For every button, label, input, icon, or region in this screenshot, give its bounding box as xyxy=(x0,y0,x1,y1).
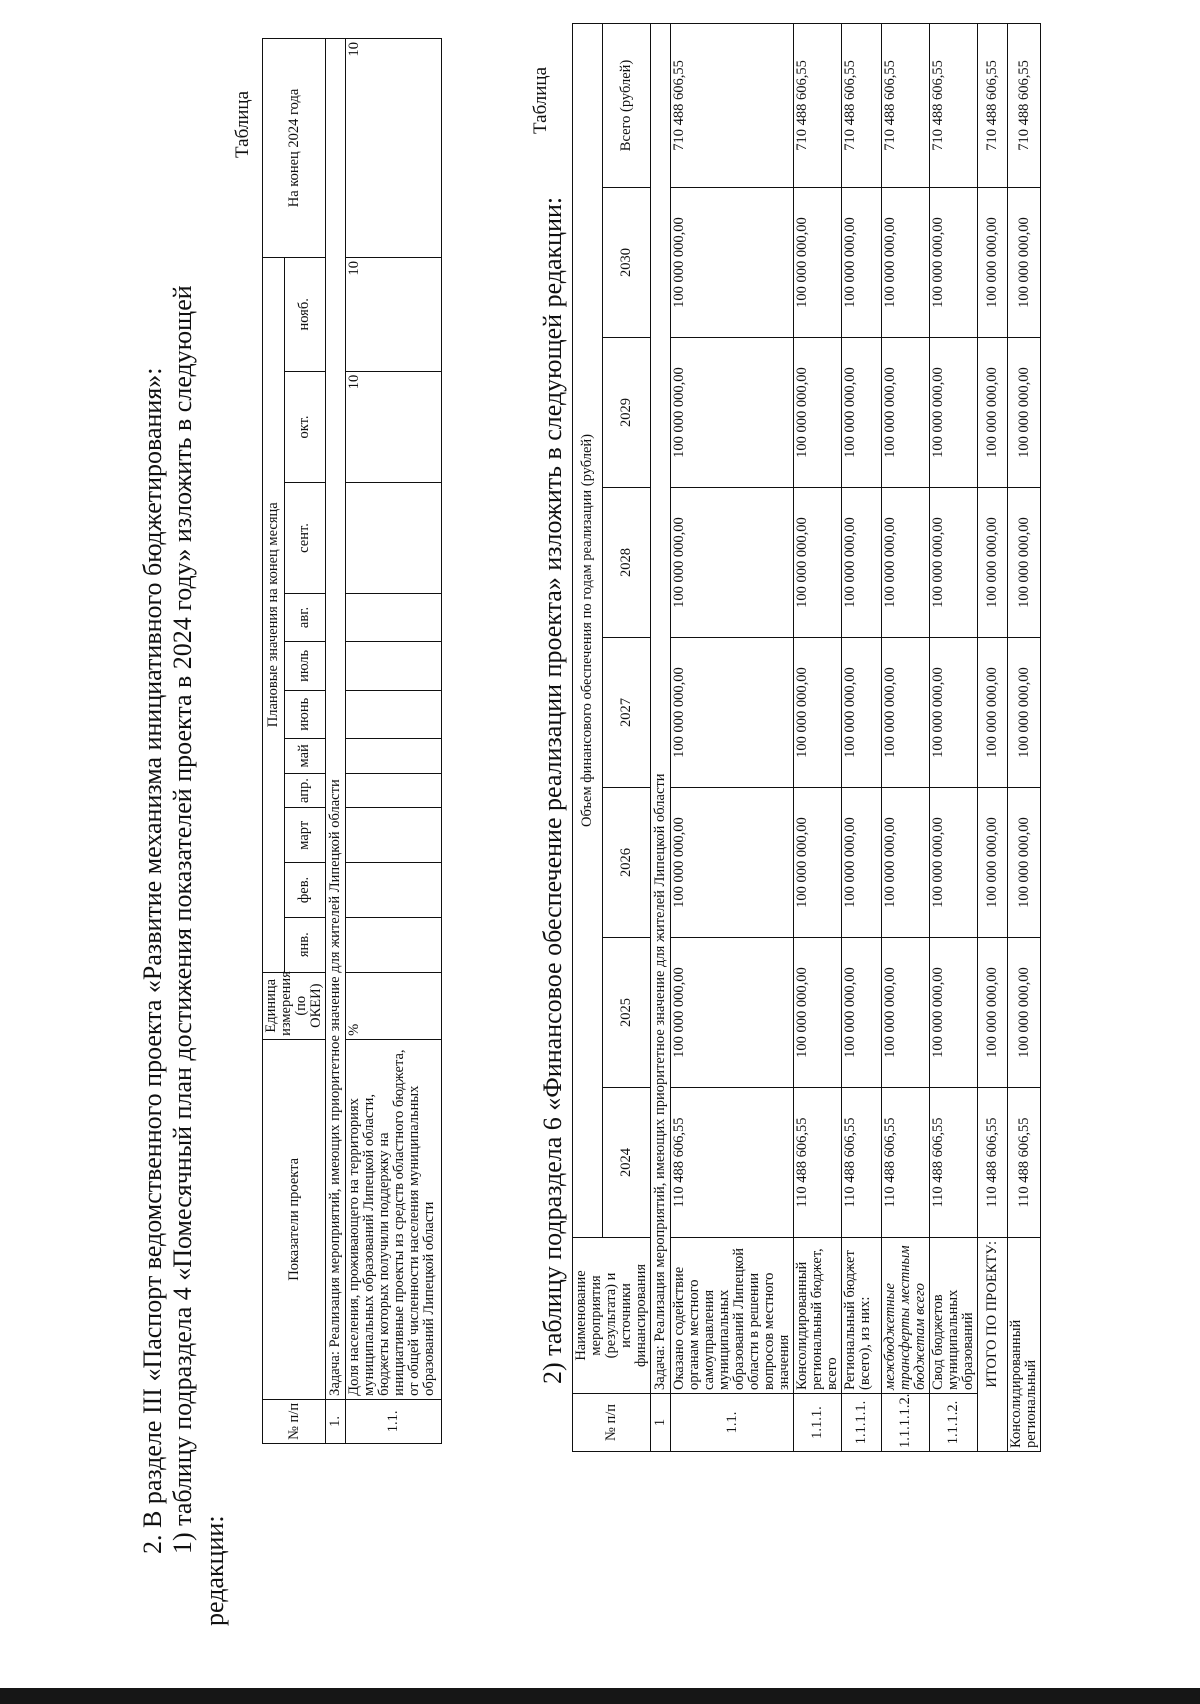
t2-row-num: 1.1. xyxy=(671,1394,794,1452)
t2-row-total: 710 488 606,55 xyxy=(882,23,930,187)
t2-total-label: ИТОГО ПО ПРОЕКТУ: xyxy=(978,1238,1008,1452)
t2-header-total: Всего (рублей) xyxy=(602,23,650,187)
t2-last-label: Консолидированный региональный xyxy=(1008,1238,1041,1452)
t1-cell-sep xyxy=(346,483,442,594)
t2-row-total: 710 488 606,55 xyxy=(671,23,794,187)
t1-month-jul: июль xyxy=(284,642,325,690)
t2-row-2027: 100 000 000,00 xyxy=(882,638,930,788)
t1-month-sep: сент. xyxy=(284,483,325,594)
t2-row-2026: 100 000 000,00 xyxy=(842,788,882,938)
t2-last-2029: 100 000 000,00 xyxy=(1008,338,1041,488)
t1-month-nov: нояб. xyxy=(284,257,325,371)
t1-cell-apr xyxy=(346,773,442,808)
t2-row-2029: 100 000 000,00 xyxy=(930,338,978,488)
t2-row-2024: 110 488 606,55 xyxy=(794,1088,842,1238)
t2-last-total: 710 488 606,55 xyxy=(1008,23,1041,187)
t1-cell-mar xyxy=(346,808,442,863)
t2-row-2026: 100 000 000,00 xyxy=(794,788,842,938)
t2-total-2026: 100 000 000,00 xyxy=(978,788,1008,938)
t2-row-name: Региональный бюджет (всего), из них: xyxy=(842,1238,882,1394)
t1-cell-jun xyxy=(346,690,442,738)
t2-row-2025: 100 000 000,00 xyxy=(842,938,882,1088)
t2-total-2029: 100 000 000,00 xyxy=(978,338,1008,488)
t2-total-all: 710 488 606,55 xyxy=(978,23,1008,187)
t2-year-2025: 2025 xyxy=(602,938,650,1088)
t2-task: Задача: Реализация мероприятий, имеющих приоритетное значение для жителей Липецкой области xyxy=(651,23,671,1393)
t1-cell-nov: 10 xyxy=(346,257,442,371)
redaction-word: редакции: xyxy=(200,1515,229,1626)
t1-cell-year-end: 10 xyxy=(346,39,442,258)
t2-row-2029: 100 000 000,00 xyxy=(882,338,930,488)
t2-row-2028: 100 000 000,00 xyxy=(842,488,882,638)
t2-row-num: 1.1.1.2. xyxy=(930,1394,978,1452)
subsection-heading-2: 2) таблицу подраздела 6 «Финансовое обеспечение реализации проекта» изложить в следующей редакции: xyxy=(538,196,567,1384)
t2-row-2030: 100 000 000,00 xyxy=(882,188,930,338)
t2-row-2030: 100 000 000,00 xyxy=(842,188,882,338)
t2-row-name: Оказано содействие органам местного самоуправления муниципальных образований Липецкой области в решении вопросов местного значения xyxy=(671,1238,794,1394)
t2-row-2027: 100 000 000,00 xyxy=(794,638,842,788)
t2-row-2030: 100 000 000,00 xyxy=(930,188,978,338)
t1-task-num: 1. xyxy=(326,1399,346,1443)
t1-month-feb: фев. xyxy=(284,863,325,918)
t2-row-2024: 110 488 606,55 xyxy=(930,1088,978,1238)
t2-row-name: Свод бюджетов муниципальных образований xyxy=(930,1238,978,1394)
t2-row-name: межбюджетные трансферты местным бюджетам всего xyxy=(882,1238,930,1394)
t2-row-2029: 100 000 000,00 xyxy=(671,338,794,488)
t1-header-indicator: Показатели проекта xyxy=(263,1039,326,1399)
t2-row-2024: 110 488 606,55 xyxy=(671,1088,794,1238)
t1-month-jun: июнь xyxy=(284,690,325,738)
t2-year-2029: 2029 xyxy=(602,338,650,488)
t1-row-unit: % xyxy=(346,972,442,1039)
t2-total-2024: 110 488 606,55 xyxy=(978,1088,1008,1238)
table1-caption: Таблица xyxy=(232,90,253,158)
t2-last-2024: 110 488 606,55 xyxy=(1008,1088,1041,1238)
t1-cell-jul xyxy=(346,642,442,690)
t1-header-num: № п/п xyxy=(263,1399,326,1443)
t2-row-2025: 100 000 000,00 xyxy=(930,938,978,1088)
t2-row-2028: 100 000 000,00 xyxy=(671,488,794,638)
t2-last-2028: 100 000 000,00 xyxy=(1008,488,1041,638)
monthly-plan-table xyxy=(262,38,442,1444)
t2-row-2024: 110 488 606,55 xyxy=(842,1088,882,1238)
t2-row-2028: 100 000 000,00 xyxy=(882,488,930,638)
t2-year-2027: 2027 xyxy=(602,638,650,788)
t2-row-2027: 100 000 000,00 xyxy=(671,638,794,788)
t2-header-num: № п/п xyxy=(573,1394,651,1452)
t2-year-2026: 2026 xyxy=(602,788,650,938)
t2-row-total: 710 488 606,55 xyxy=(930,23,978,187)
t2-row-2025: 100 000 000,00 xyxy=(671,938,794,1088)
subsection-heading-1: 1) таблицу подраздела 4 «Помесячный план достижения показателей проекта в 2024 году» изложить в следующей xyxy=(168,285,197,1554)
table2-caption: Таблица xyxy=(530,66,551,134)
t2-row-2026: 100 000 000,00 xyxy=(671,788,794,938)
t2-row-2029: 100 000 000,00 xyxy=(842,338,882,488)
t2-row-2027: 100 000 000,00 xyxy=(930,638,978,788)
t1-row-num: 1.1. xyxy=(346,1399,442,1443)
t2-row-name: Консолидированный региональный бюджет, всего xyxy=(794,1238,842,1394)
t1-month-jan: янв. xyxy=(284,917,325,972)
t1-cell-aug xyxy=(346,593,442,641)
t2-row-2024: 110 488 606,55 xyxy=(882,1088,930,1238)
t2-last-2030: 100 000 000,00 xyxy=(1008,188,1041,338)
t1-month-may: май xyxy=(284,738,325,773)
t1-task: Задача: Реализация мероприятий, имеющих приоритетное значение для жителей Липецкой области xyxy=(326,39,346,1400)
t1-row-indicator: Доля населения, проживающего на территориях муниципальных образований Липецкой области, бюджеты которых получили поддержку на инициативные проекты из средств областного бюджета, от общей численности населения муниципальных образований Липецкой области xyxy=(346,1039,442,1399)
t2-total-2028: 100 000 000,00 xyxy=(978,488,1008,638)
t2-row-num: 1.1.1. xyxy=(794,1394,842,1452)
t1-cell-jan xyxy=(346,917,442,972)
t2-year-2030: 2030 xyxy=(602,188,650,338)
t1-month-mar: март xyxy=(284,808,325,863)
t2-year-2024: 2024 xyxy=(602,1088,650,1238)
t1-month-oct: окт. xyxy=(284,371,325,483)
t2-row-2030: 100 000 000,00 xyxy=(794,188,842,338)
t2-row-2029: 100 000 000,00 xyxy=(794,338,842,488)
t2-row-total: 710 488 606,55 xyxy=(794,23,842,187)
t2-year-2028: 2028 xyxy=(602,488,650,638)
t1-header-year-end: На конец 2024 года xyxy=(263,39,326,258)
t2-last-2026: 100 000 000,00 xyxy=(1008,788,1041,938)
t2-row-2030: 100 000 000,00 xyxy=(671,188,794,338)
t1-cell-may xyxy=(346,738,442,773)
t2-header-name: Наименование мероприятия (результата) и источники финансирования xyxy=(573,1238,651,1394)
t1-cell-oct: 10 xyxy=(346,371,442,483)
t2-header-volume: Объем финансового обеспечения по годам реализации (рублей) xyxy=(573,23,603,1237)
t2-total-2027: 100 000 000,00 xyxy=(978,638,1008,788)
t2-row-2028: 100 000 000,00 xyxy=(930,488,978,638)
t1-month-apr: апр. xyxy=(284,773,325,808)
t2-row-num: 1.1.1.1. xyxy=(842,1394,882,1452)
t2-total-2030: 100 000 000,00 xyxy=(978,188,1008,338)
t2-row-2025: 100 000 000,00 xyxy=(882,938,930,1088)
t2-row-2028: 100 000 000,00 xyxy=(794,488,842,638)
t2-task-num: 1 xyxy=(651,1394,671,1452)
t2-row-2025: 100 000 000,00 xyxy=(794,938,842,1088)
t2-row-2027: 100 000 000,00 xyxy=(842,638,882,788)
t1-header-planned: Плановые значения на конец месяца xyxy=(263,257,285,972)
t1-cell-feb xyxy=(346,863,442,918)
t2-row-2026: 100 000 000,00 xyxy=(930,788,978,938)
financing-table xyxy=(572,23,1041,1452)
section-heading: 2. В разделе III «Паспорт ведомственного проекта «Развитие механизма инициативного бюджетирования»: xyxy=(138,367,167,1554)
t2-total-2025: 100 000 000,00 xyxy=(978,938,1008,1088)
t2-last-2025: 100 000 000,00 xyxy=(1008,938,1041,1088)
t1-header-unit: Единица измерения (по ОКЕИ) xyxy=(263,972,326,1039)
t2-row-total: 710 488 606,55 xyxy=(842,23,882,187)
t1-month-aug: авг. xyxy=(284,593,325,641)
t2-row-num: 1.1.1.1.2. xyxy=(882,1394,930,1452)
t2-last-2027: 100 000 000,00 xyxy=(1008,638,1041,788)
t2-row-2026: 100 000 000,00 xyxy=(882,788,930,938)
